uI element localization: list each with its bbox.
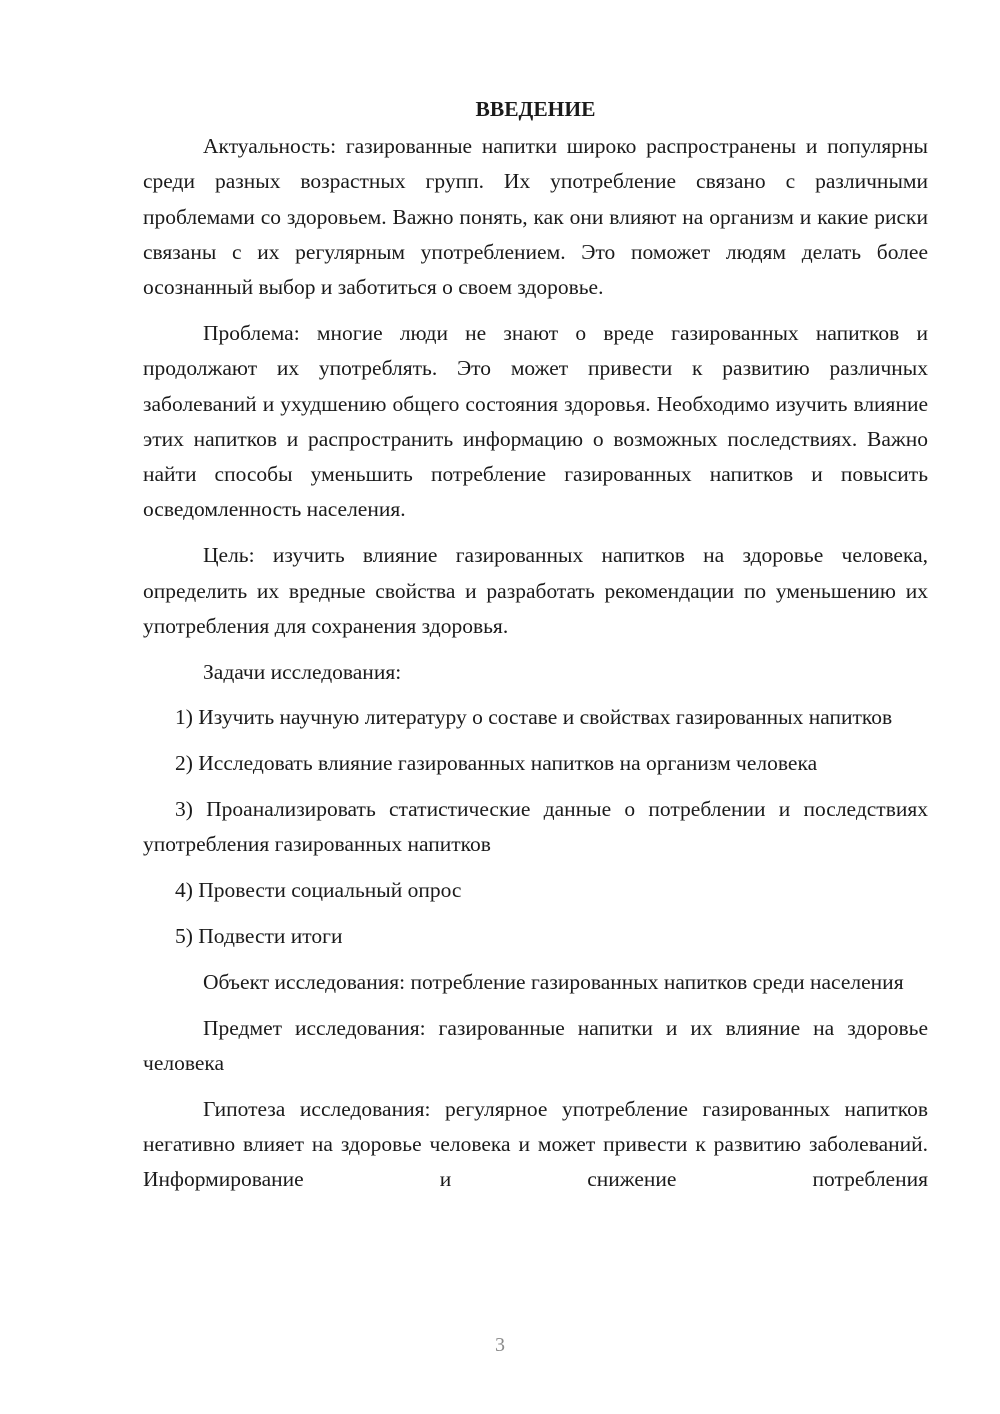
task-item-3: 3) Проанализировать статистические данные о потреблении и последствиях употребления газированных напитков	[143, 797, 928, 857]
research-subject-paragraph: Предмет исследования: газированные напитки и их влияние на здоровье человека	[143, 1015, 928, 1075]
page-content	[143, 92, 928, 1208]
problem-paragraph: Проблема: многие люди не знают о вреде газированных напитков и продолжают их употреблять. Это может привести к развитию различных заболеваний и ухудшению общего состояния здоровья. Необходимо изучить влияние этих напитков и распространить информацию о возможных последствиях. Важно найти способы уменьшить потребление газированных напитков и повысить осведомленность населения.	[143, 320, 928, 522]
tasks-heading: Задачи исследования:	[203, 659, 402, 684]
task-item-4: 4) Провести социальный опрос	[175, 878, 462, 903]
hypothesis-paragraph: Гипотеза исследования: регулярное употребление газированных напитков негативно влияет на здоровье человека и может привести к развитию заболеваний. Информирование и снижение потребления	[143, 1096, 928, 1192]
page-title: ВВЕДЕНИЕ	[475, 97, 596, 121]
relevance-paragraph: Актуальность: газированные напитки широко распространены и популярны среди разных возрастных групп. Их употребление связано с различными проблемами со здоровьем. Важно понять, как они влияют на организм и какие риски связаны с их регулярным употреблением. Это поможет людям делать более осознанный выбор и заботиться о своем здоровье.	[143, 134, 928, 300]
goal-paragraph: Цель: изучить влияние газированных напитков на здоровье человека, определить их вредные свойства и разработать рекомендации по уменьшению их употребления для сохранения здоровья.	[143, 543, 928, 638]
task-item-2: 2) Исследовать влияние газированных напитков на организм человека	[175, 751, 818, 776]
task-item-1: 1) Изучить научную литературу о составе и свойствах газированных напитков	[175, 705, 893, 730]
page-number: 3	[495, 1334, 505, 1356]
task-item-5: 5) Подвести итоги	[175, 923, 343, 948]
research-object-paragraph: Объект исследования: потребление газированных напитков среди населения	[203, 969, 904, 994]
